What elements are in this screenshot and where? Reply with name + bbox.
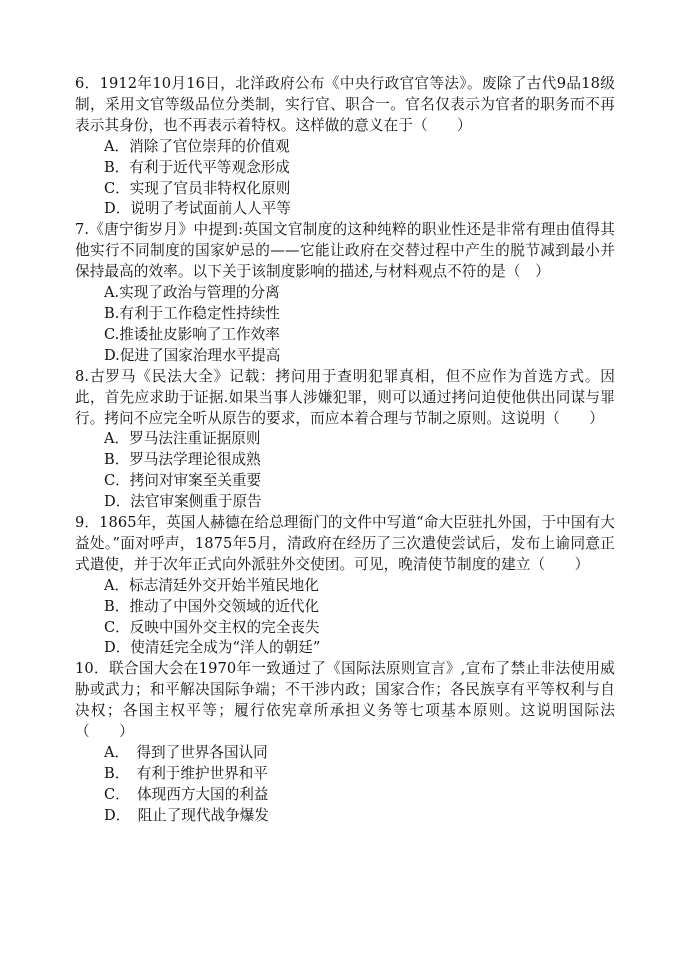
option-b: B．有利于近代平等观念形成 bbox=[104, 158, 290, 176]
option-c: C.推诿扯皮影响了工作效率 bbox=[104, 325, 280, 343]
option-c: C．实现了官员非特权化原则 bbox=[104, 179, 291, 197]
option-list bbox=[75, 283, 615, 367]
option-d: D．使清廷完全成为“洋人的朝廷” bbox=[104, 639, 321, 657]
question-stem: 7.《唐宁街岁月》中提到:英国文官制度的这种纯粹的职业性还是非常有理由值得其他实行不同制度的国家妒忌的——它能让政府在交替过程中产生的脱节减到最小并保持最高的效率。以下关于该制度影响的描述,与材料观点不符的是（ ） bbox=[75, 221, 615, 281]
option-d: D．说明了考试面前人人平等 bbox=[104, 200, 291, 218]
option-b: B.有利于工作稳定性持续性 bbox=[104, 304, 280, 322]
option-a: A． 得到了世界各国认同 bbox=[104, 744, 268, 761]
option-c: C．拷问对审案至关重要 bbox=[104, 472, 262, 490]
question-list bbox=[75, 74, 615, 827]
option-c: C． 体现西方大国的利益 bbox=[104, 785, 269, 803]
option-list bbox=[75, 429, 615, 513]
question-stem: 8.古罗马《民法大全》记载：拷问用于查明犯罪真相，但不应作为首选方式。因此，首先应求助于证据.如果当事人涉嫌犯罪，则可以通过拷问迫使他供出同谋与罪行。拷问不应完全听从原告的要求，而应本着合理与节制之原则。这说明（ ） bbox=[75, 367, 615, 427]
question-7 bbox=[75, 220, 615, 366]
question-stem: 9．1865年，英国人赫德在给总理衙门的文件中写道“命大臣驻扎外国，于中国有大益处。”面对呼声，1875年5月，清政府在经历了三次遣使尝试后，发布上谕同意正式遣使，并于次年正式向外派驻外交使团。可见，晚清使节制度的建立（ ） bbox=[75, 514, 615, 573]
option-a: A．罗马法注重证据原则 bbox=[104, 430, 261, 448]
option-a: A．标志清廷外交开始半殖民地化 bbox=[104, 576, 319, 594]
option-d: D． 阻止了现代战争爆发 bbox=[104, 806, 269, 824]
question-10 bbox=[75, 659, 615, 826]
option-b: B．罗马法学理论很成熟 bbox=[104, 451, 261, 469]
option-b: B．推动了中国外交领域的近代化 bbox=[104, 597, 320, 615]
option-a: A．消除了官位崇拜的价值观 bbox=[104, 137, 290, 155]
option-list bbox=[75, 576, 615, 660]
option-b: B． 有利于维护世界和平 bbox=[104, 764, 268, 782]
question-6 bbox=[75, 74, 615, 220]
option-c: C．反映中国外交主权的完全丧失 bbox=[104, 618, 320, 636]
question-stem: 10．联合国大会在1970年一致通过了《国际法原则宣言》,宣布了禁止非法使用威胁或武力；和平解决国际争端；不干涉内政；国家合作；各民族享有平等权利与自决权；各国主权平等；履行依宪章所承担义务等七项基本原则。这说明国际法（ ） bbox=[75, 660, 615, 741]
question-stem: 6．1912年10月16日，北洋政府公布《中央行政官官等法》。废除了古代9品18级制，采用文官等级品位分类制，实行官、职合一。官名仅表示为官者的职务而不再表示其身份，也不再表示着特权。这样做的意义在于（ ） bbox=[75, 75, 615, 134]
option-list bbox=[75, 743, 615, 827]
option-d: D．法官审案侧重于原告 bbox=[104, 493, 262, 511]
question-8 bbox=[75, 367, 615, 513]
option-list bbox=[75, 137, 615, 221]
option-a: A.实现了政治与管理的分离 bbox=[104, 284, 280, 302]
question-9 bbox=[75, 513, 615, 659]
option-d: D.促进了国家治理水平提高 bbox=[104, 346, 281, 364]
